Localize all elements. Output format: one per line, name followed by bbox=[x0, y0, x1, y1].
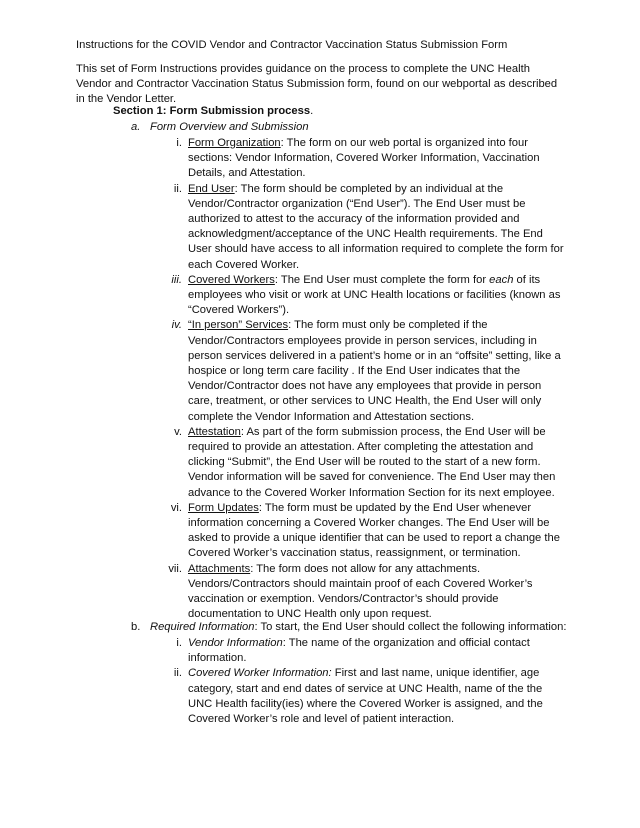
list-item bbox=[160, 562, 568, 623]
subsection-b bbox=[131, 620, 571, 635]
subsection-b-text: : To start, the End User should collect the following information: bbox=[254, 621, 567, 633]
list-item bbox=[160, 425, 568, 501]
list-item-term: Form Organization bbox=[188, 137, 281, 149]
list-item-number: iii. bbox=[171, 273, 182, 286]
list-item bbox=[160, 501, 568, 562]
subsection-b-list bbox=[160, 636, 568, 727]
list-item-number: ii. bbox=[173, 182, 182, 195]
list-item bbox=[160, 182, 568, 273]
list-item-term: Vendor Information bbox=[188, 637, 283, 649]
list-item-number: v. bbox=[174, 425, 182, 438]
subsection-b-letter: b. bbox=[131, 621, 141, 633]
list-item-term: Attachments bbox=[188, 562, 251, 575]
list-item-term: End User bbox=[188, 182, 235, 195]
section-1-heading-text: Section 1: Form Submission process bbox=[113, 105, 311, 117]
list-item-term: Covered Workers bbox=[188, 273, 275, 286]
list-item-number: ii. bbox=[173, 667, 182, 680]
section-1-heading bbox=[113, 104, 313, 119]
subsection-b-title: Required Information bbox=[150, 621, 255, 633]
list-item-text: : The form must only be completed if the Vendor/Contractors employees provide in person services, including in person services delivered in a patient’s home or in an “offsite” setting, like a hospice or long term care facility . If the End User indicates that the Vendor/Contractor does not have any employees that provide in person care, treatment, or other services to UNC Health, the End User will only complete the Vendor Information and Attestation sections. bbox=[188, 319, 561, 423]
list-item-text: First and last name, unique identifier, age category, start and end dates of service at UNC Health, name of the the UNC Health facility(ies) where the Covered Worker is assigned, and the Covered Worker’s role and level of patient interaction. bbox=[188, 667, 543, 726]
list-item-text: : The End User must complete the form for bbox=[274, 273, 490, 286]
list-item bbox=[160, 666, 568, 727]
list-item-number: vi. bbox=[170, 501, 182, 514]
subsection-a-title: Form Overview and Submission bbox=[150, 121, 309, 133]
list-item-term: “In person” Services bbox=[188, 319, 289, 332]
list-item-emphasis: each bbox=[489, 273, 514, 286]
list-item-number: i. bbox=[176, 137, 182, 149]
list-item-term: Covered Worker Information: bbox=[188, 667, 332, 680]
list-item-term: Form Updates bbox=[188, 501, 259, 514]
document-title: Instructions for the COVID Vendor and Contractor Vaccination Status Submission Form bbox=[76, 39, 508, 51]
subsection-a-list bbox=[160, 136, 568, 623]
list-item-text: : The form should be completed by an individual at the Vendor/Contractor organization (“End User”). The End User must be authorized to attest to the accuracy of the information provided and acknowledgment/acceptance of the UNC Health requirements. The End User should have access to all information required to complete the form for each Covered Worker. bbox=[188, 182, 564, 271]
subsection-a bbox=[131, 120, 571, 135]
list-item-number: i. bbox=[176, 637, 182, 649]
list-item-text-after: of its employees who visit or work at UNC Health locations or facilities (known as “Covered Workers”). bbox=[188, 273, 561, 317]
list-item-text: : The name of the organization and official contact information. bbox=[188, 637, 530, 665]
list-item-text: : The form on our web portal is organized into four sections: Vendor Information, Covered Worker Information, Vaccination Details, and Attestation. bbox=[188, 137, 540, 180]
list-item bbox=[160, 136, 568, 182]
list-item bbox=[160, 318, 568, 424]
section-1-heading-period: . bbox=[310, 105, 314, 117]
list-item-text: : The form does not allow for any attachments. Vendors/Contractors should maintain proof of each Covered Worker’s vaccination or exemption. Vendors/Contractor’s should provide documentation to UNC Health only upon request. bbox=[188, 562, 533, 621]
list-item-number: vii. bbox=[168, 562, 182, 575]
list-item bbox=[160, 273, 568, 319]
list-item-term: Attestation bbox=[188, 425, 241, 438]
list-item bbox=[160, 636, 568, 666]
intro-paragraph: This set of Form Instructions provides guidance on the process to complete the UNC Health Vendor and Contractor Vaccination Status Submission form, found on our webportal as described in the Vendor Letter. bbox=[76, 63, 558, 106]
subsection-a-letter: a. bbox=[131, 121, 141, 133]
list-item-text: : The form must be updated by the End User whenever information concerning a Covered Worker changes. The End User will be asked to provide a unique identifier that can be used to report a change the Covered Worker’s vaccination status, reassignment, or termination. bbox=[188, 501, 560, 560]
list-item-text: : As part of the form submission process, the End User will be required to provide an attestation. After completing the attestation and clicking “Submit”, the End User will be routed to the start of a new form. Vendor information will be saved for convenience. The End User may then advance to the Covered Worker Information Section for its next employee. bbox=[188, 425, 556, 499]
list-item-number: iv. bbox=[171, 319, 182, 332]
